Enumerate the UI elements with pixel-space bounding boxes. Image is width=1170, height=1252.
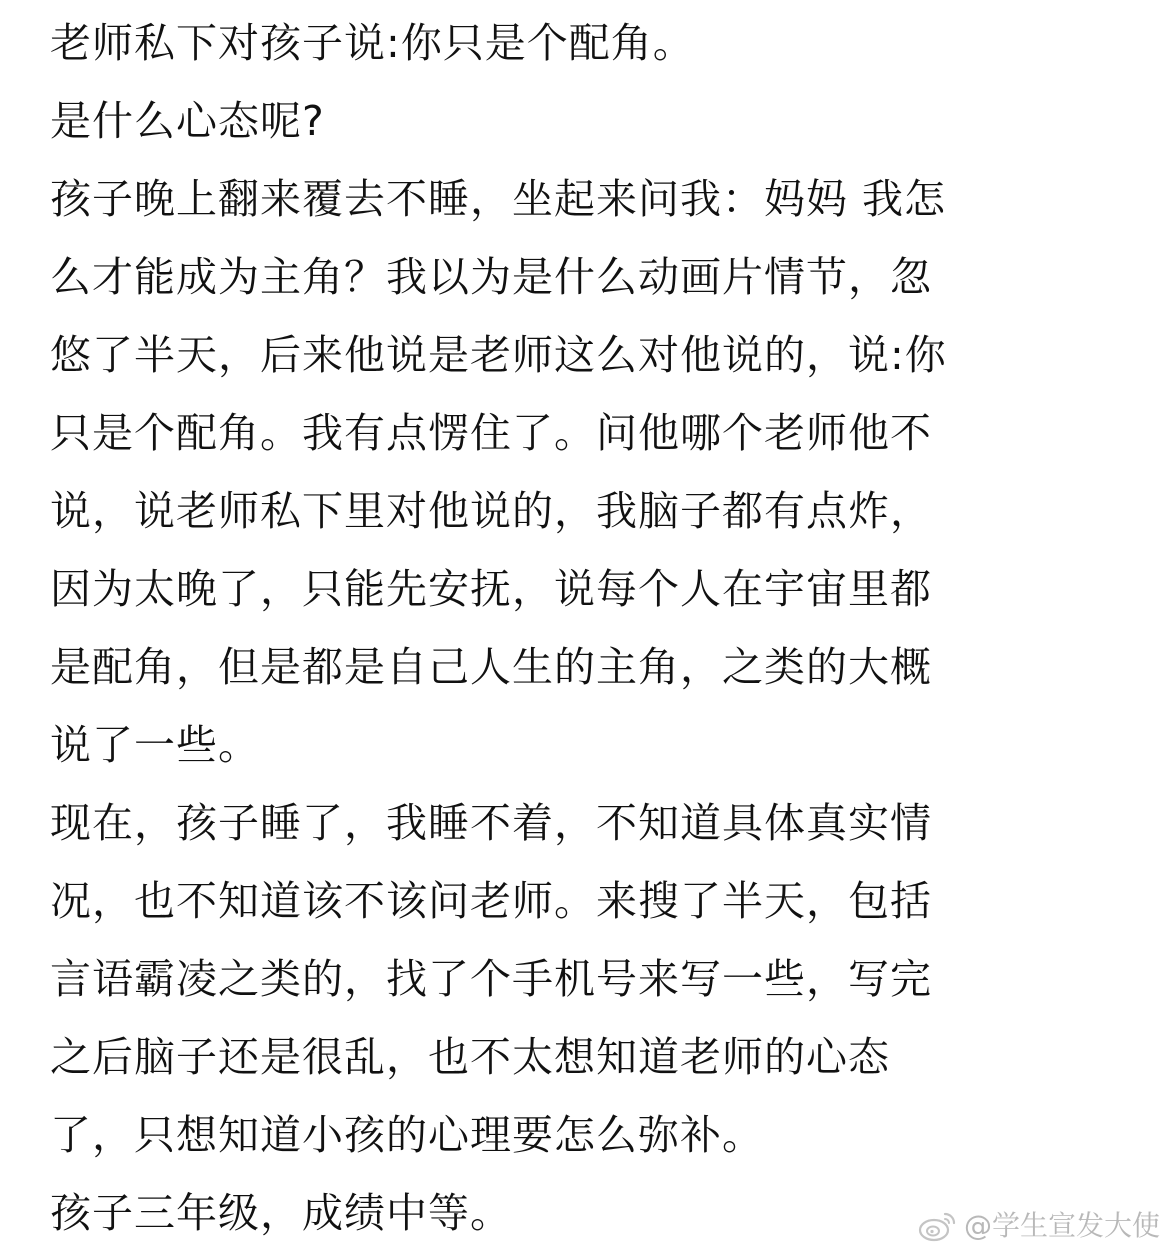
- post-line-10: 说了一些。: [50, 721, 260, 769]
- post-line-1: 老师私下对孩子说:你只是个配角。: [50, 19, 695, 67]
- post-line-6: 只是个配角。我有点愣住了。问他哪个老师他不: [50, 409, 932, 457]
- post-body: [50, 4, 1125, 1252]
- post-line-8: 因为太晚了，只能先安抚，说每个人在宇宙里都: [50, 565, 932, 613]
- post-line-14: 之后脑子还是很乱，也不太想知道老师的心态: [50, 1033, 890, 1081]
- post-line-7: 说，说老师私下里对他说的，我脑子都有点炸，: [50, 487, 932, 535]
- post-line-12: 况，也不知道该不该问老师。来搜了半天，包括: [50, 877, 932, 925]
- weibo-icon: [918, 1210, 958, 1242]
- post-line-9: 是配角，但是都是自己人生的主角，之类的大概: [50, 643, 932, 691]
- post-line-3: 孩子晚上翻来覆去不睡，坐起来问我：妈妈 我怎: [50, 175, 947, 223]
- post-line-11: 现在，孩子睡了，我睡不着，不知道具体真实情: [50, 799, 932, 847]
- watermark: [918, 1208, 1160, 1244]
- post-line-4: 么才能成为主角？我以为是什么动画片情节，忽: [50, 253, 932, 301]
- post-line-13: 言语霸凌之类的，找了个手机号来写一些，写完: [50, 955, 932, 1003]
- post-line-5: 悠了半天，后来他说是老师这么对他说的，说:你: [50, 331, 947, 379]
- watermark-text: @学生宣发大使: [963, 1209, 1160, 1242]
- post-line-2: 是什么心态呢?: [50, 97, 325, 145]
- post-line-16: 孩子三年级，成绩中等。: [50, 1189, 512, 1237]
- post-line-15: 了，只想知道小孩的心理要怎么弥补。: [50, 1111, 764, 1159]
